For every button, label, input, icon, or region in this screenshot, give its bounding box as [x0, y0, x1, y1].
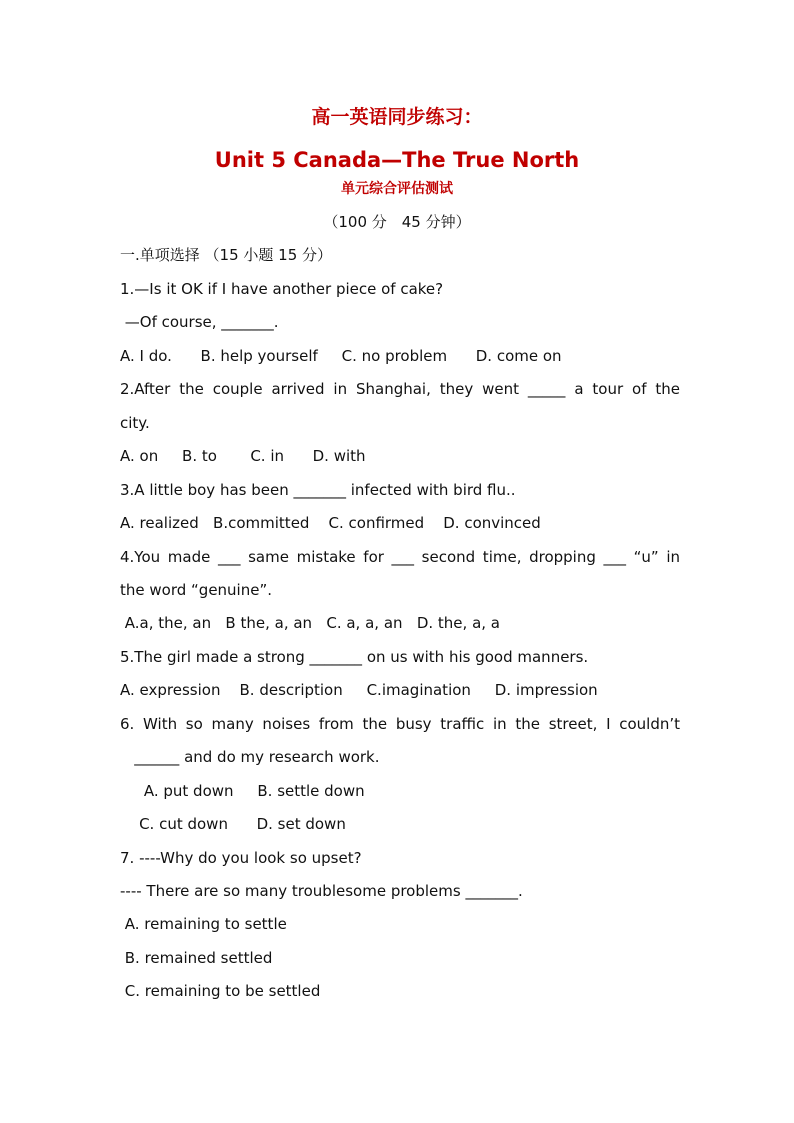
page-title: 高一英语同步练习：: [311, 106, 483, 128]
question-3-options: A. realized B.committed C. confirmed D. convinced: [120, 514, 541, 532]
question-1-stem: 1.—Is it OK if I have another piece of cake?: [120, 280, 444, 298]
question-7-option-a: A. remaining to settle: [120, 915, 287, 933]
unit-title: Unit 5 Canada—The True North: [214, 148, 580, 172]
question-6-options-cd: C. cut down D. set down: [120, 815, 346, 833]
question-1-options: A. I do. B. help yourself C. no problem D. come on: [120, 347, 562, 365]
question-6-stem-cont: ______ and do my research work.: [120, 748, 380, 766]
question-6-stem: 6. With so many noises from the busy traffic in the street, I couldn’t: [120, 715, 680, 733]
question-1-dialog: —Of course, _______.: [120, 313, 279, 331]
question-5-options: A. expression B. description C.imagination D. impression: [120, 681, 598, 699]
question-2-stem-cont: city.: [120, 414, 150, 432]
question-2-options: A. on B. to C. in D. with: [120, 447, 366, 465]
question-7-option-c: C. remaining to be settled: [120, 982, 321, 1000]
question-3-stem: 3.A little boy has been _______ infected with bird flu..: [120, 481, 516, 499]
question-7-option-b: B. remained settled: [120, 949, 273, 967]
question-4-stem: 4.You made ___ same mistake for ___ second time, dropping ___ “u” in: [120, 548, 680, 566]
question-5-stem: 5.The girl made a strong _______ on us with his good manners.: [120, 648, 589, 666]
question-6-options-ab: A. put down B. settle down: [120, 782, 365, 800]
question-4-options: A.a, the, an B the, a, an C. a, a, an D. the, a, a: [120, 614, 500, 632]
question-4-stem-cont: the word “genuine”.: [120, 581, 272, 599]
test-subtitle: 单元综合评估测试: [341, 181, 453, 197]
question-2-stem: 2.After the couple arrived in Shanghai, they went _____ a tour of the: [120, 380, 680, 398]
section-heading: 一.单项选择 （15 小题 15 分）: [120, 246, 333, 264]
question-7-stem: 7. ----Why do you look so upset?: [120, 849, 362, 867]
score-time-info: （100 分 45 分钟）: [323, 213, 471, 231]
question-7-reply: ---- There are so many troublesome problems _______.: [120, 882, 523, 900]
